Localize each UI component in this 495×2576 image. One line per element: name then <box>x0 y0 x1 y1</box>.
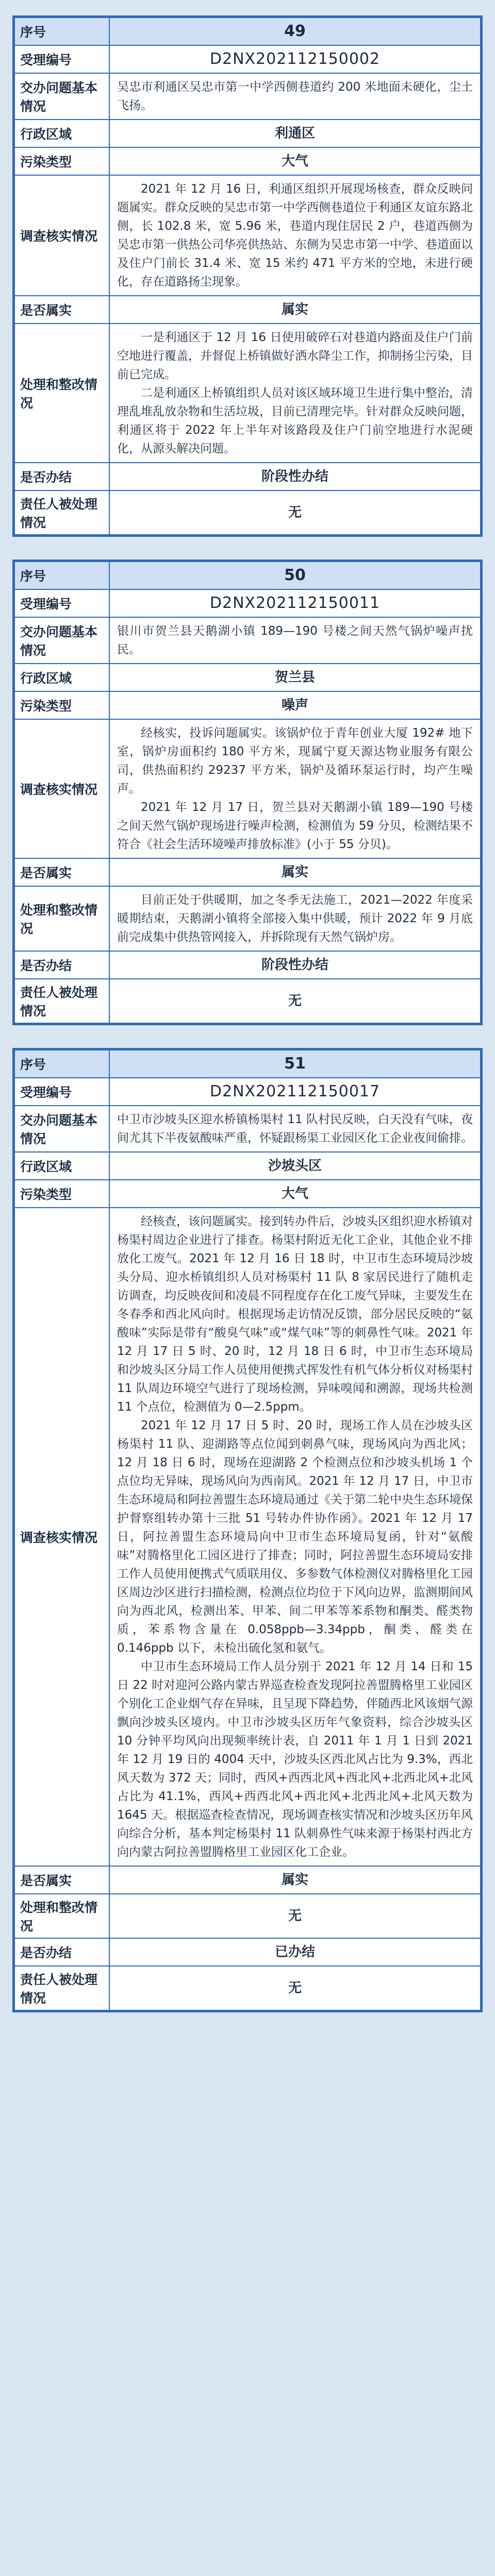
handling-paragraph: 一是利通区于 12 月 16 日使用破碎石对巷道内路面及住户门前空地进行覆盖，并督促上桥镇做好洒水降尘工作，抑制扬尘污染，目前已完成。 <box>117 331 473 381</box>
seq-label: 序号 <box>14 562 109 589</box>
completed-label: 是否办结 <box>14 951 109 979</box>
table-row <box>14 463 481 490</box>
table-row <box>14 589 481 617</box>
code-label: 受理编号 <box>14 1078 109 1106</box>
investigation-value <box>109 1208 481 1866</box>
investigation-value <box>109 719 481 858</box>
pollution-label: 污染类型 <box>14 1180 109 1208</box>
table-row <box>14 324 481 463</box>
table-row <box>14 886 481 951</box>
accountability-value: 无 <box>109 490 481 535</box>
code-value: D2NX202112150011 <box>109 589 481 617</box>
table-row <box>14 18 481 45</box>
table-row <box>14 979 481 1023</box>
table-row <box>14 490 481 535</box>
table-row <box>14 45 481 73</box>
investigation-paragraph: 经核查，该问题属实。接到转办件后，沙坡头区组织迎水桥镇对杨渠村周边企业进行了排查。杨渠村附近无化工企业，其他企业不排放化工废气。2021 年 12 月 16 日 18 时，中卫市生态环境局沙坡头分局、迎水桥镇组织人员对杨渠村 11 队 8 家居民进行了随机走访调查，均反映夜间和凌晨不同程度存在化工废气异味，主要发生在冬春季和西北风向时。根据现场走访情况反馈，部分居民反映的“氨酸味”实际是带有“酸臭气味”或“煤气味”等的刺鼻性气味。2021 年 12 月 17 日 5 时、20 时，12 月 18 日 6 时，中卫市生态环境局和沙坡头区分局工作人员使用便携式挥发性有机气体分析仪对杨渠村 11 队周边环境空气进行了现场检测，异味嗅闻和溯源，现场共检测 11 个点位，检测值为 0—2.5ppm。 <box>117 1215 473 1414</box>
code-value: D2NX202112150002 <box>109 45 481 73</box>
accountability-label: 责任人被处理情况 <box>14 490 109 535</box>
table-row <box>14 664 481 691</box>
code-label: 受理编号 <box>14 45 109 73</box>
seq-value: 51 <box>109 1050 481 1078</box>
handling-label: 处理和整改情况 <box>14 1894 109 1938</box>
region-value: 沙坡头区 <box>109 1152 481 1180</box>
table-row <box>14 175 481 296</box>
verified-label: 是否属实 <box>14 1866 109 1894</box>
completed-value: 阶段性办结 <box>109 463 481 490</box>
case-card-50 <box>12 560 483 1025</box>
verified-value: 属实 <box>109 1866 481 1894</box>
pollution-label: 污染类型 <box>14 147 109 175</box>
investigation-value <box>109 175 481 296</box>
handling-paragraph: 目前正处于供暖期，加之冬季无法施工，2021—2022 年度采暖期结束，天鹅湖小镇将全部接入集中供暖，预计 2022 年 9 月底前完成集中供热管网接入，并拆除现有天然气锅炉房。 <box>117 893 473 944</box>
table-row <box>14 617 481 664</box>
handling-value: 无 <box>109 1894 481 1938</box>
case-card-49 <box>12 15 483 537</box>
investigation-label: 调查核实情况 <box>14 719 109 858</box>
table-row <box>14 296 481 324</box>
table-row <box>14 1180 481 1208</box>
issue-label: 交办问题基本情况 <box>14 617 109 664</box>
accountability-value: 无 <box>109 979 481 1023</box>
investigation-paragraph: 经核实，投诉问题属实。该锅炉位于青年创业大厦 192# 地下室，锅炉房面积约 180 平方米，现属宁夏天源达物业服务有限公司，供热面积约 29237 平方米，锅炉及循环泵运行时，均产生噪声。 <box>117 726 473 795</box>
pollution-label: 污染类型 <box>14 691 109 719</box>
table-row <box>14 719 481 858</box>
case-card-51 <box>12 1048 483 2012</box>
region-label: 行政区域 <box>14 120 109 147</box>
table-row <box>14 1966 481 2010</box>
issue-label: 交办问题基本情况 <box>14 73 109 120</box>
handling-label: 处理和整改情况 <box>14 886 109 951</box>
code-value: D2NX202112150017 <box>109 1078 481 1106</box>
table-row <box>14 1152 481 1180</box>
investigation-label: 调查核实情况 <box>14 1208 109 1866</box>
issue-value: 中卫市沙坡头区迎水桥镇杨渠村 11 队村民反映，白天没有气味，夜间尤其下半夜氨酸味严重，怀疑跟杨渠工业园区化工企业夜间偷排。 <box>109 1106 481 1152</box>
investigation-paragraph: 2021 年 12 月 16 日，利通区组织开展现场核查，群众反映问题属实。群众反映的吴忠市第一中学西侧巷道位于利通区友谊东路北侧，长 102.8 米，宽 5.96 米，巷道内现住居民 2 户，巷道西侧为吴忠市第一供热公司华亮供热站、东侧为吴忠市第一中学、巷道面以及住户门前长 31.4 米、宽 15 米约 471 平方米的空地，未进行硬化，存在道路扬尘现象。 <box>117 182 473 289</box>
accountability-label: 责任人被处理情况 <box>14 979 109 1023</box>
region-value: 利通区 <box>109 120 481 147</box>
investigation-paragraph: 2021 年 12 月 17 日 5 时、20 时，现场工作人员在沙坡头区杨渠村 11 队、迎湖路等点位闻到刺鼻气味，现场风向为西北风；12 月 18 日 6 时，现场在迎湖路 2 个检测点位和沙坡头机场 1 个点位均无异味，现场风向为西南风。2021 年 12 月 17 日，中卫市生态环境局和阿拉善盟生态环境局通过《关于第二轮中央生态环境保护督察组转办第十三批 51 号转办件协作函》。2021 年 12 月 17 日，阿拉善盟生态环境局向中卫市生态环境局复函，针对“氨酸味”对腾格里化工园区进行了排查；同时，阿拉善盟生态环境局安排工作人员使用便携式气质联用仪、多参数气体检测仪对腾格里化工园区周边沙区进行扫描检测，检测点位均位于下风向边界，监测期间风向为西北风，检测出苯、甲苯、间二甲苯等苯系物和酮类、醛类物质，苯系物含量在 0.058ppb—3.34ppb，酮类、醛类在 0.146ppb 以下，未检出硫化氢和氨气。 <box>117 1419 473 1655</box>
handling-paragraph: 二是利通区上桥镇组织人员对该区域环境卫生进行集中整治，清理乱堆乱放杂物和生活垃圾，目前已清理完毕。针对群众反映问题，利通区将于 2022 年上半年对该路段及住户门前空地进行水泥硬化，从源头解决问题。 <box>117 386 473 455</box>
completed-label: 是否办结 <box>14 463 109 490</box>
table-row <box>14 951 481 979</box>
issue-label: 交办问题基本情况 <box>14 1106 109 1152</box>
issue-value: 吴忠市利通区吴忠市第一中学西侧巷道约 200 米地面未硬化，尘土飞扬。 <box>109 73 481 120</box>
handling-value <box>109 886 481 951</box>
table-row <box>14 1106 481 1152</box>
seq-label: 序号 <box>14 18 109 45</box>
table-row <box>14 1050 481 1078</box>
table-row <box>14 120 481 147</box>
seq-value: 49 <box>109 18 481 45</box>
pollution-value: 大气 <box>109 1180 481 1208</box>
region-label: 行政区域 <box>14 1152 109 1180</box>
pollution-value: 噪声 <box>109 691 481 719</box>
accountability-value: 无 <box>109 1966 481 2010</box>
verified-value: 属实 <box>109 858 481 886</box>
completed-value: 已办结 <box>109 1938 481 1966</box>
verified-value: 属实 <box>109 296 481 324</box>
code-label: 受理编号 <box>14 589 109 617</box>
completed-label: 是否办结 <box>14 1938 109 1966</box>
table-row <box>14 73 481 120</box>
table-row <box>14 147 481 175</box>
region-value: 贺兰县 <box>109 664 481 691</box>
verified-label: 是否属实 <box>14 858 109 886</box>
accountability-label: 责任人被处理情况 <box>14 1966 109 2010</box>
handling-label: 处理和整改情况 <box>14 324 109 463</box>
region-label: 行政区域 <box>14 664 109 691</box>
investigation-paragraph: 2021 年 12 月 17 日，贺兰县对天鹅湖小镇 189—190 号楼之间天然气锅炉现场进行噪声检测，检测值为 59 分贝，检测结果不符合《社会生活环境噪声排放标准》(小于 55 分贝)。 <box>117 801 473 851</box>
table-row <box>14 1866 481 1894</box>
investigation-paragraph: 中卫市生态环境局工作人员分别于 2021 年 12 月 14 日和 15 日 22 时对迎河公路内蒙古界巡查检查发现阿拉善盟腾格里工业园区个别化工企业烟气存在异味，且呈现下降趋势，伴随西北风该烟气源飘向沙坡头区境内。中卫市沙坡头区历年气象资料，综合沙坡头区 10 分钟平均风向出现频率统计表，自 2011 年 1 月 1 日到 2021 年 12 月 19 日的 4004 天中，沙坡头区西北风占比为 9.3%，西北风天数为 372 天；同时，西风+西西北风+西北风+北西北风+北风占比为 41.1%，西风+西西北风+西北风+北西北风+北风天数为 1645 天。根据巡查检查情况，现场调查核实情况和沙坡头区历年风向综合分析，基本判定杨渠村 11 队刺鼻性气味来源于杨渠村西北方向内蒙古阿拉善盟腾格里工业园区化工企业。 <box>117 1660 473 1859</box>
pollution-value: 大气 <box>109 147 481 175</box>
issue-value: 银川市贺兰县天鹅湖小镇 189—190 号楼之间天然气锅炉噪声扰民。 <box>109 617 481 664</box>
table-row <box>14 1938 481 1966</box>
handling-value <box>109 324 481 463</box>
verified-label: 是否属实 <box>14 296 109 324</box>
table-row <box>14 1078 481 1106</box>
completed-value: 阶段性办结 <box>109 951 481 979</box>
table-row <box>14 691 481 719</box>
table-row <box>14 1894 481 1938</box>
investigation-label: 调查核实情况 <box>14 175 109 296</box>
table-row <box>14 858 481 886</box>
table-row <box>14 562 481 589</box>
seq-value: 50 <box>109 562 481 589</box>
seq-label: 序号 <box>14 1050 109 1078</box>
table-row <box>14 1208 481 1866</box>
